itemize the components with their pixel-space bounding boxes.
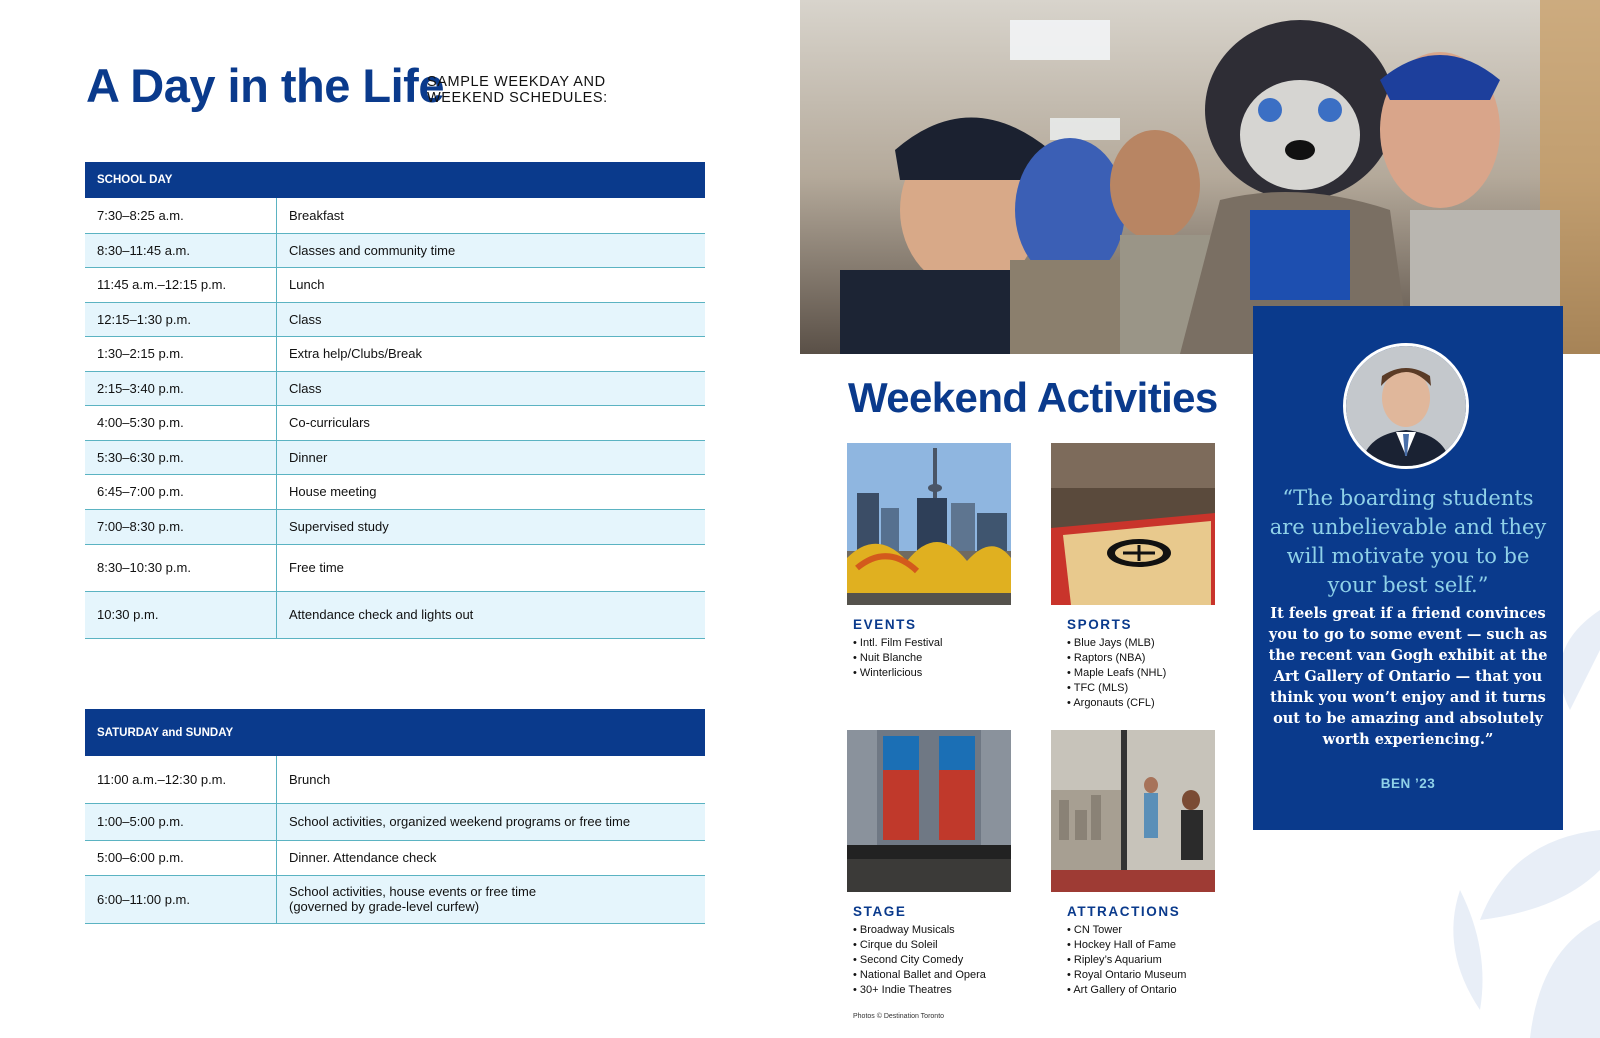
activity-cell: Breakfast: [277, 198, 706, 233]
list-item: • Winterlicious: [853, 666, 942, 681]
time-cell: 11:45 a.m.–12:15 p.m.: [85, 267, 277, 302]
activity-cell: Free time: [277, 544, 706, 591]
table-row: [85, 875, 705, 923]
list-item: • Raptors (NBA): [1067, 651, 1166, 666]
activity-cell: House meeting: [277, 474, 706, 509]
student-portrait: [1346, 346, 1466, 466]
events-list: [853, 636, 942, 681]
activity-note: (governed by grade-level curfew): [289, 899, 480, 914]
testimonial-quote: “The boarding students are unbelievable and they will motivate you to be your best self.”: [1269, 486, 1547, 597]
table-row: [85, 544, 705, 591]
table-row: [85, 371, 705, 405]
list-item: • National Ballet and Opera: [853, 968, 986, 983]
weekend-heading: SATURDAY and SUNDAY: [85, 709, 705, 756]
activity-cell: Dinner: [277, 440, 706, 474]
time-cell: 11:00 a.m.–12:30 p.m.: [85, 756, 277, 803]
list-item: • Blue Jays (MLB): [1067, 636, 1166, 651]
table-row: [85, 405, 705, 440]
table-row: [85, 474, 705, 509]
time-cell: 5:30–6:30 p.m.: [85, 440, 277, 474]
list-item: • CN Tower: [1067, 923, 1186, 938]
list-item: • TFC (MLS): [1067, 681, 1166, 696]
table-row: [85, 336, 705, 371]
activities-title: Weekend Activities: [848, 374, 1218, 421]
activity-cell: Lunch: [277, 267, 706, 302]
testimonial-body: It feels great if a friend convinces you to go to some event — such as the recent van Gogh exhibit at the Art Gallery of Ontario — that you think you won’t enjoy and it turns out to be amazing and absolutely worth experiencing.”: [1268, 605, 1548, 748]
attractions-heading: ATTRACTIONS: [1067, 904, 1181, 919]
activity-cell: Class: [277, 371, 706, 405]
time-cell: 2:15–3:40 p.m.: [85, 371, 277, 405]
time-cell: 8:30–11:45 a.m.: [85, 233, 277, 267]
attractions-list: [1067, 923, 1186, 998]
time-cell: 4:00–5:30 p.m.: [85, 405, 277, 440]
table-row: [85, 302, 705, 336]
activity-line: School activities, house events or free time: [289, 884, 537, 899]
table-row: [85, 198, 705, 233]
list-item: • Cirque du Soleil: [853, 938, 986, 953]
activity-cell: School activities, organized weekend programs or free time: [277, 803, 706, 840]
activity-cell: Supervised study: [277, 509, 706, 544]
time-cell: 7:00–8:30 p.m.: [85, 509, 277, 544]
activity-cell: Co-curriculars: [277, 405, 706, 440]
events-photo: [847, 443, 1011, 605]
stage-illustration: [847, 730, 1011, 892]
events-heading: EVENTS: [853, 617, 917, 632]
sports-list: [1067, 636, 1166, 711]
stage-photo: [847, 730, 1011, 892]
list-item: • Second City Comedy: [853, 953, 986, 968]
activity-cell: Attendance check and lights out: [277, 591, 706, 638]
activity-cell: [277, 875, 706, 923]
weekday-schedule-table: [85, 162, 705, 639]
table-row: [85, 509, 705, 544]
events-illustration: [847, 443, 1011, 605]
time-cell: 1:30–2:15 p.m.: [85, 336, 277, 371]
activity-cell: Extra help/Clubs/Break: [277, 336, 706, 371]
sports-heading: SPORTS: [1067, 617, 1133, 632]
table-header-row: [85, 709, 705, 756]
stage-heading: STAGE: [853, 904, 907, 919]
list-item: • Hockey Hall of Fame: [1067, 938, 1186, 953]
list-item: • Intl. Film Festival: [853, 636, 942, 651]
students-mascot-photo: [800, 0, 1600, 354]
table-header-row: [85, 162, 705, 198]
list-item: • Royal Ontario Museum: [1067, 968, 1186, 983]
page-subtitle: SAMPLE WEEKDAY AND WEEKEND SCHEDULES:: [427, 74, 608, 106]
time-cell: 6:45–7:00 p.m.: [85, 474, 277, 509]
time-cell: 1:00–5:00 p.m.: [85, 803, 277, 840]
list-item: • Broadway Musicals: [853, 923, 986, 938]
photo-credit: Photos © Destination Toronto: [853, 1013, 945, 1020]
activity-cell: Class: [277, 302, 706, 336]
sports-illustration: [1051, 443, 1215, 605]
time-cell: 8:30–10:30 p.m.: [85, 544, 277, 591]
activity-cell: Classes and community time: [277, 233, 706, 267]
table-row: [85, 840, 705, 875]
table-row: [85, 233, 705, 267]
time-cell: 7:30–8:25 a.m.: [85, 198, 277, 233]
table-row: [85, 591, 705, 638]
sports-photo: [1051, 443, 1215, 605]
list-item: • Maple Leafs (NHL): [1067, 666, 1166, 681]
time-cell: 6:00–11:00 p.m.: [85, 875, 277, 923]
page-title: A Day in the Life: [86, 59, 444, 112]
list-item: • Nuit Blanche: [853, 651, 942, 666]
attractions-photo: [1051, 730, 1215, 892]
time-cell: 10:30 p.m.: [85, 591, 277, 638]
photo-illustration: [800, 0, 1600, 354]
table-row: [85, 756, 705, 803]
activity-cell: Dinner. Attendance check: [277, 840, 706, 875]
list-item: • Ripley’s Aquarium: [1067, 953, 1186, 968]
activity-cell: Brunch: [277, 756, 706, 803]
avatar: [1343, 343, 1469, 469]
time-cell: 12:15–1:30 p.m.: [85, 302, 277, 336]
list-item: • 30+ Indie Theatres: [853, 983, 986, 998]
stage-list: [853, 923, 986, 998]
table-row: [85, 267, 705, 302]
time-cell: 5:00–6:00 p.m.: [85, 840, 277, 875]
weekend-schedule-table: [85, 709, 705, 924]
table-row: [85, 440, 705, 474]
list-item: • Argonauts (CFL): [1067, 696, 1166, 711]
testimonial-attribution: BEN ’23: [1380, 776, 1436, 791]
table-row: [85, 803, 705, 840]
weekday-heading: SCHOOL DAY: [85, 162, 705, 198]
list-item: • Art Gallery of Ontario: [1067, 983, 1186, 998]
attractions-illustration: [1051, 730, 1215, 892]
